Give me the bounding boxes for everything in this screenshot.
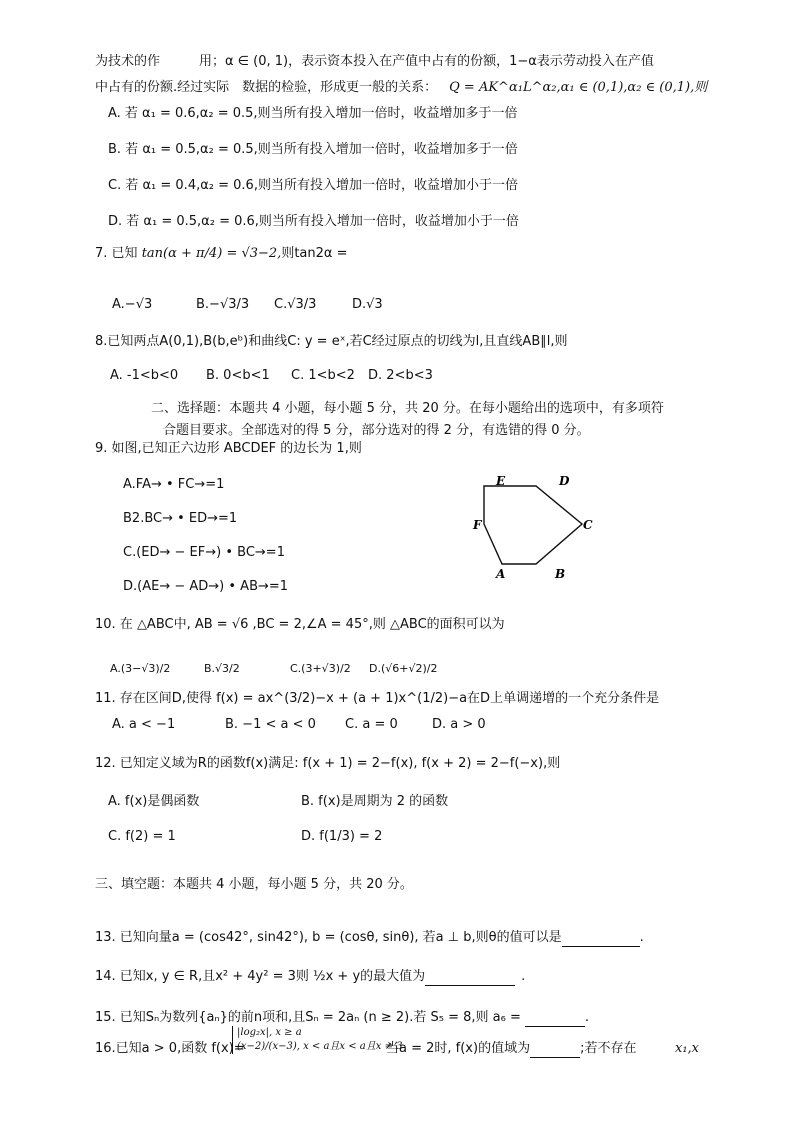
vertex-label-b: B <box>555 567 566 581</box>
q10-option-a: A.(3−√3)/2 <box>110 662 171 675</box>
q12-option-d: D. f(1/3) = 2 <box>301 829 383 844</box>
q16-suffix: 当a = 2时, f(x)的值域为 <box>386 1041 531 1056</box>
q13-text: 13. 已知向量a = (cos42°, sin42°), b = (cosθ, sinθ), 若a ⊥ b,则θ的值可以是 <box>95 930 562 945</box>
q10-option-d: D.(√6+√2)/2 <box>369 662 438 675</box>
q8-option-c: C. 1<b<2 <box>291 368 355 383</box>
q10-option-b: B.√3/2 <box>204 662 240 675</box>
q16-piecewise <box>232 1026 403 1054</box>
q16-tail-vars: x₁,x <box>675 1041 700 1056</box>
q16-tail: ;若不存在 <box>580 1041 637 1056</box>
q10-stem: 10. 在 △ABC中, AB = √6 ,BC = 2,∠A = 45°,则 △ABC的面积可以为 <box>95 617 505 632</box>
q12-option-b: B. f(x)是周期为 2 的函数 <box>301 794 449 809</box>
vertex-label-d: D <box>559 474 570 488</box>
q7-option-c: C.√3/3 <box>274 297 317 312</box>
intro-line-2 <box>95 79 707 97</box>
hexagon-shape <box>484 486 582 564</box>
q16-rest <box>386 1040 636 1058</box>
q12-option-a: A. f(x)是偶函数 <box>108 794 200 809</box>
q15-stem <box>95 1009 589 1027</box>
q11-stem: 11. 存在区间D,使得 f(x) = ax^(3/2)−x + (a + 1)x^(1/2)−a在D上单调递增的一个充分条件是 <box>95 691 660 706</box>
q15-text: 15. 已知Sₙ为数列{aₙ}的前n项和,且Sₙ = 2aₙ (n ≥ 2).若 S₅ = 8,则 a₆ = <box>95 1010 521 1025</box>
q13-period: . <box>639 930 644 945</box>
q11-option-b: B. −1 < a < 0 <box>225 717 316 732</box>
q12-option-c: C. f(2) = 1 <box>108 829 176 844</box>
q7-prefix: 7. 已知 <box>95 246 138 261</box>
q7-option-a: A.−√3 <box>112 297 153 312</box>
q7-stem <box>95 245 348 263</box>
q11-option-c: C. a = 0 <box>345 717 398 732</box>
intro-text: 中占有的份额.经过实际 数据的检验，形成更一般的关系： <box>95 80 438 95</box>
q14-answer-blank[interactable] <box>425 971 515 986</box>
q7-suffix: 则tan2α = <box>281 246 348 261</box>
vertex-label-e: E <box>496 474 506 488</box>
q14-stem <box>95 968 525 986</box>
q10-option-c: C.(3+√3)/2 <box>290 662 351 675</box>
q14-text: 14. 已知x, y ∈ R,且x² + 4y² = 3则 ½x + y的最大值为 <box>95 969 426 984</box>
q16-case-1: |log₂x|, x ≥ a <box>237 1027 302 1038</box>
q8-option-b: B. 0<b<1 <box>206 368 270 383</box>
q13-answer-blank[interactable] <box>562 932 640 947</box>
q7-math: tan(α + π/4) = √3−2, <box>141 246 282 261</box>
q8-option-a: A. -1<b<0 <box>110 368 179 383</box>
q14-period: . <box>521 969 526 984</box>
q8-stem: 8.已知两点A(0,1),B(b,eᵇ)和曲线C: y = eˣ,若C经过原点的切线为l,且直线AB∥l,则 <box>95 334 568 349</box>
vertex-label-a: A <box>496 567 506 581</box>
section-2-heading-line-1: 二、选择题：本题共 4 小题，每小题 5 分，共 20 分。在每小题给出的选项中，有多项符 <box>151 401 664 416</box>
q11-option-a: A. a < −1 <box>112 717 176 732</box>
q9-option-c: C.(ED→ − EF→) • BC→=1 <box>123 545 285 560</box>
q12-stem: 12. 已知定义域为R的函数f(x)满足: f(x + 1) = 2−f(x), f(x + 2) = 2−f(−x),则 <box>95 756 561 771</box>
q8-option-d: D. 2<b<3 <box>368 368 433 383</box>
q16-case-2: (x−2)/(x−3), x < a且x < a且x ≠ 3 <box>237 1041 403 1052</box>
q13-stem <box>95 929 644 947</box>
hexagon-figure <box>466 468 606 583</box>
q9-option-a: A.FA→ • FC→=1 <box>123 477 225 492</box>
q7-option-b: B.−√3/3 <box>196 297 250 312</box>
intro-formula: Q = AK^α₁L^α₂,α₁ ∈ (0,1),α₂ ∈ (0,1),则 <box>449 80 708 95</box>
q9-option-b: B2.BC→ • ED→=1 <box>123 511 238 526</box>
q6-option-d: D. 若 α₁ = 0.5,α₂ = 0.6,则当所有投入增加一倍时，收益增加小于一倍 <box>108 214 519 229</box>
section-2-heading-line-2: 合题目要求。全部选对的得 5 分，部分选对的得 2 分，有选错的得 0 分。 <box>163 423 590 438</box>
vertex-label-f: F <box>473 518 482 532</box>
q15-period: . <box>584 1010 590 1025</box>
q6-option-b: B. 若 α₁ = 0.5,α₂ = 0.5,则当所有投入增加一倍时，收益增加多于一倍 <box>108 142 518 157</box>
q16-answer-blank[interactable] <box>530 1043 580 1058</box>
section-3-heading: 三、填空题：本题共 4 小题，每小题 5 分，共 20 分。 <box>95 877 413 892</box>
q9-stem: 9. 如图,已知正六边形 ABCDEF 的边长为 1,则 <box>95 441 362 456</box>
q6-option-c: C. 若 α₁ = 0.4,α₂ = 0.6,则当所有投入增加一倍时，收益增加小于一倍 <box>108 178 518 193</box>
vertex-label-c: C <box>583 518 593 532</box>
q9-option-d: D.(AE→ − AD→) • AB→=1 <box>123 579 289 594</box>
q11-option-d: D. a > 0 <box>432 717 486 732</box>
q16-prefix: 16.已知a > 0,函数 f(x)= <box>95 1041 245 1056</box>
intro-line-1: 为技术的作 用；α ∈ (0, 1)，表示资本投入在产值中占有的份额，1−α表示劳动投入在产值 <box>95 54 654 69</box>
q6-option-a: A. 若 α₁ = 0.6,α₂ = 0.5,则当所有投入增加一倍时，收益增加多于一倍 <box>108 106 518 121</box>
q15-answer-blank[interactable] <box>525 1012 585 1027</box>
q7-option-d: D.√3 <box>352 297 383 312</box>
